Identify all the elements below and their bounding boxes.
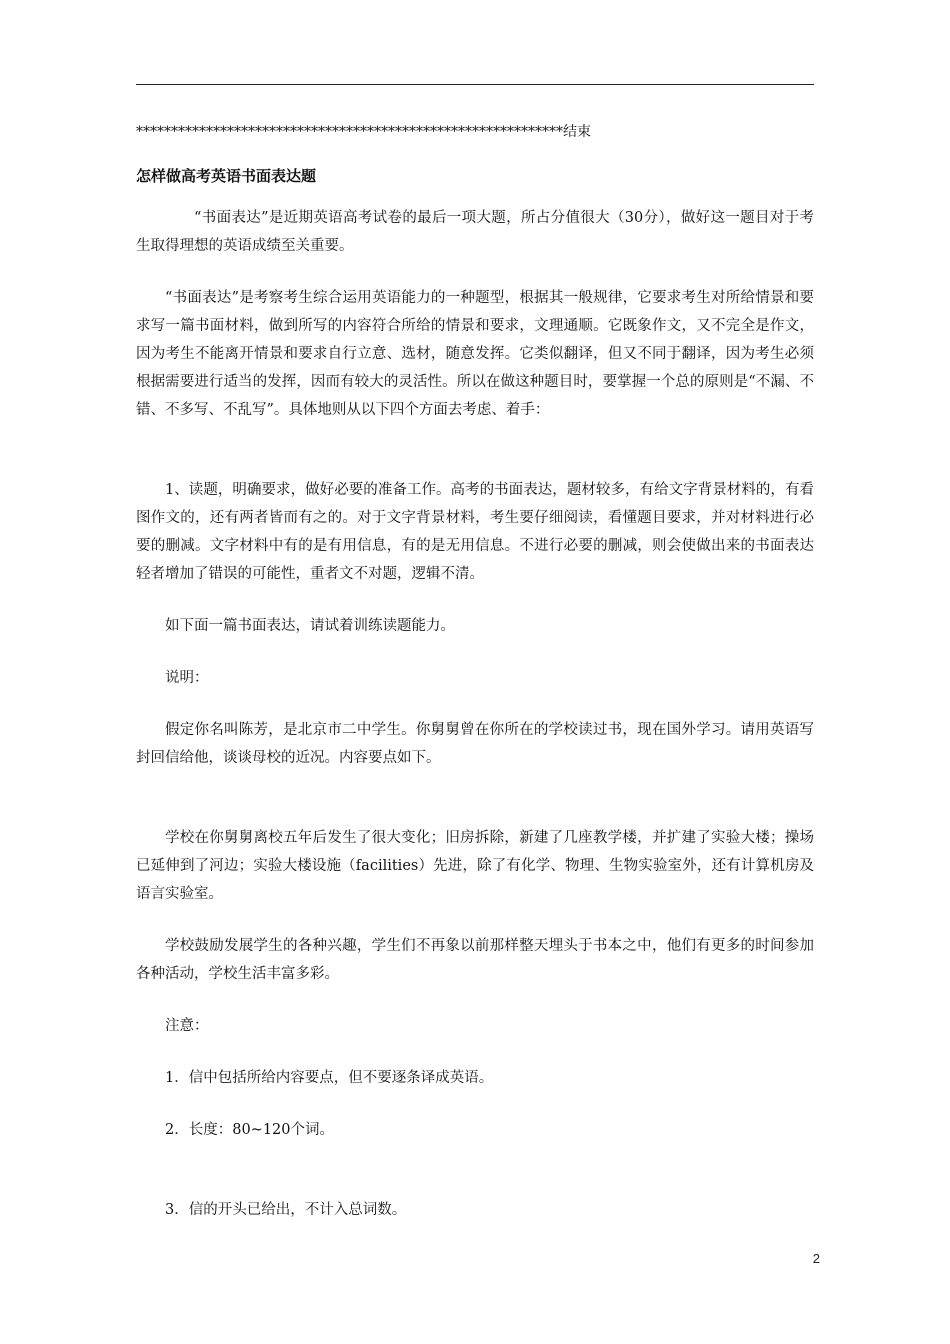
header-rule [136,84,814,85]
paragraph-example-intro: 如下面一篇书面表达，请试着训练读题能力。 [165,618,455,634]
note-item-1: 1．信中包括所给内容要点，但不要逐条译成英语。 [165,1070,494,1086]
paragraph-intro: “书面表达”是近期英语高考试卷的最后一项大题，所占分值很大（30分），做好这一题目对于考生取得理想的英语成绩至关重要。 [136,210,814,254]
paragraph-school-changes: 学校在你舅舅离校五年后发生了很大变化；旧房拆除，新建了几座教学楼，并扩建了实验大楼；操场已延伸到了河边；实验大楼设施（facilities）先进，除了有化学、物理、生物实验室外，还有计算机房及语言实验室。 [136,830,814,902]
note-item-2: 2．长度：80~120个词。 [165,1122,335,1138]
paragraph-explanation-label: 说明： [165,670,209,686]
note-item-3: 3．信的开头已给出，不计入总词数。 [165,1202,407,1218]
paragraph-step-1: 1、读题，明确要求，做好必要的准备工作。高考的书面表达，题材较多，有给文字背景材料的，有看图作文的，还有两者皆而有之的。对于文字背景材料，考生要仔细阅读，看懂题目要求，并对材料进行必要的删减。文字材料中有的是有用信息，有的是无用信息。不进行必要的删减，则会使做出来的书面表达轻者增加了错误的可能性，重者文不对题，逻辑不清。 [136,482,814,582]
paragraph-school-life: 学校鼓励发展学生的各种兴趣，学生们不再象以前那样整天埋头于书本之中，他们有更多的时间参加各种活动，学校生活丰富多彩。 [136,938,814,982]
page-number: 2 [812,1251,820,1266]
paragraph-overview: “书面表达”是考察考生综合运用英语能力的一种题型，根据其一般规律，它要求考生对所给情景和要求写一篇书面材料，做到所写的内容符合所给的情景和要求，文理通顺。它既象作文，又不完全是作文，因为考生不能离开情景和要求自行立意、选材，随意发挥。它类似翻译，但又不同于翻译，因为考生必须根据需要进行适当的发挥，因而有较大的灵活性。所以在做这种题目时，要掌握一个总的原则是“不漏、不错、不多写、不乱写”。具体地则从以下四个方面去考虑、着手： [136,290,814,418]
article-title: 怎样做高考英语书面表达题 [136,167,317,185]
paragraph-notes-label: 注意： [165,1018,209,1034]
document-body [136,118,814,1248]
end-marker: *************************************************************结束 [136,124,591,140]
paragraph-scenario: 假定你名叫陈芳，是北京市二中学生。你舅舅曾在你所在的学校读过书，现在国外学习。请用英语写封回信给他，谈谈母校的近况。内容要点如下。 [136,722,814,766]
